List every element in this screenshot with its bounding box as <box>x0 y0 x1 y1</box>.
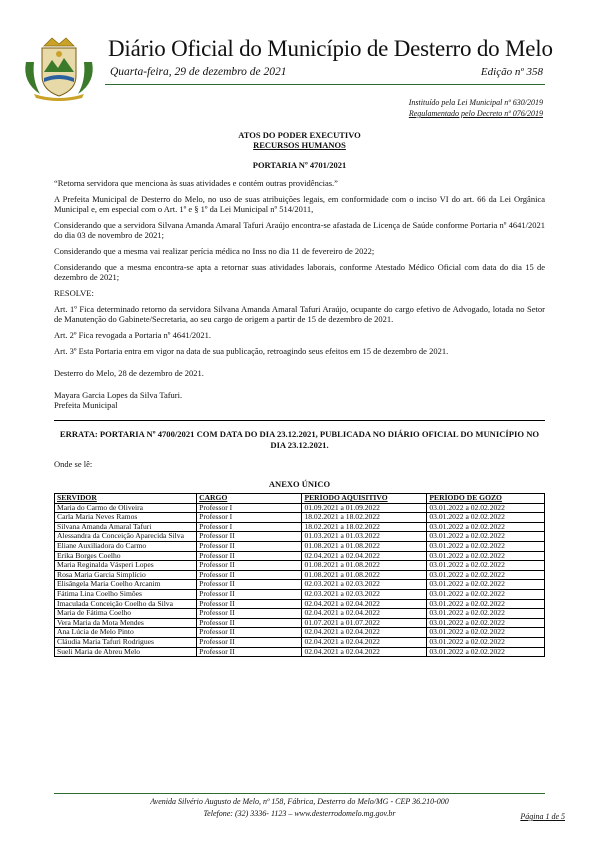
table-cell: 03.01.2022 a 02.02.2022 <box>427 580 545 590</box>
table-cell: Maria Reginalda Vásperi Lopes <box>55 561 197 571</box>
table-cell: 02.03.2021 a 02.03.2022 <box>302 589 427 599</box>
edition-date: Quarta-feira, 29 de dezembro de 2021 <box>110 66 287 78</box>
article-2: Art. 2º Fica revogada a Portaria nº 4641/2021. <box>54 330 212 340</box>
table-cell: 02.04.2021 a 02.04.2022 <box>302 609 427 619</box>
table-cell: 03.01.2022 a 02.02.2022 <box>427 618 545 628</box>
annex-title: ANEXO ÚNICO <box>268 479 331 489</box>
table-cell: Carla Maria Neves Ramos <box>55 513 197 523</box>
column-header: PERÍODO AQUISITIVO <box>302 494 427 504</box>
table-cell: Professor II <box>197 589 302 599</box>
municipal-crest-icon <box>20 32 98 102</box>
paragraph-2: Considerando que a servidora Silvana Amanda Amaral Tafuri Araújo encontra-se afastada de Licença de Saúde conforme Portaria nº 4641/2021 do dia 03 de novembro de 2021; <box>54 220 545 240</box>
table-row <box>55 628 545 638</box>
gazette-title: Diário Oficial do Município de Desterro do Melo <box>108 36 553 61</box>
table-cell: Professor II <box>197 609 302 619</box>
table-cell: 01.08.2021 a 01.08.2022 <box>302 570 427 580</box>
table-row <box>55 589 545 599</box>
table-cell: 01.08.2021 a 01.08.2022 <box>302 561 427 571</box>
table-cell: 03.01.2022 a 02.02.2022 <box>427 609 545 619</box>
table-cell: 02.04.2021 a 02.04.2022 <box>302 628 427 638</box>
table-cell: Professor II <box>197 532 302 542</box>
errata-title: ERRATA: PORTARIA Nº 4700/2021 COM DATA DO DIA 23.12.2021, PUBLICADA NO DIÁRIO OFICIAL DO MUNICÍPIO NO DIA 23.12.2021. <box>59 429 540 450</box>
table-cell: Ana Lúcia de Melo Pinto <box>55 628 197 638</box>
table-cell: Professor I <box>197 522 302 532</box>
header-divider <box>105 84 545 85</box>
document-body <box>54 130 545 657</box>
table-cell: 18.02.2021 a 18.02.2022 <box>302 522 427 532</box>
paragraph-3: Considerando que a mesma vai realizar perícia médica no Inss no dia 11 de fevereiro de 2022; <box>54 246 375 256</box>
table-cell: 03.01.2022 a 02.02.2022 <box>427 599 545 609</box>
institution-decree: Regulamentado pelo Decreto nº 076/2019 <box>408 109 543 118</box>
table-cell: 01.08.2021 a 01.08.2022 <box>302 541 427 551</box>
institution-law: Instituído pela Lei Municipal nº 630/2019 <box>408 98 543 107</box>
table-cell: Professor II <box>197 599 302 609</box>
vacation-table <box>54 493 545 657</box>
table-cell: Professor II <box>197 541 302 551</box>
table-cell: Professor II <box>197 580 302 590</box>
table-cell: Professor II <box>197 637 302 647</box>
table-cell: Maria de Fátima Coelho <box>55 609 197 619</box>
table-cell: Professor II <box>197 551 302 561</box>
table-cell: Professor II <box>197 618 302 628</box>
table-cell: Professor II <box>197 570 302 580</box>
table-cell: Eliane Auxiliadora do Carmo <box>55 541 197 551</box>
table-cell: 03.01.2022 a 02.02.2022 <box>427 570 545 580</box>
table-cell: 03.01.2022 a 02.02.2022 <box>427 589 545 599</box>
table-cell: Vera Maria da Mota Mendes <box>55 618 197 628</box>
ementa: “Retorna servidora que menciona às suas atividades e contém outras providências.” <box>54 178 338 188</box>
article-3: Art. 3º Esta Portaria entra em vigor na data de sua publicação, retroagindo seus efeitos em 15 de dezembro de 2021. <box>54 346 449 356</box>
table-cell: Silvana Amanda Amaral Tafuri <box>55 522 197 532</box>
table-row <box>55 513 545 523</box>
table-cell: Rosa Maria Garcia Simplício <box>55 570 197 580</box>
resolve-label: RESOLVE: <box>54 288 94 298</box>
table-row <box>55 561 545 571</box>
table-header-row <box>55 494 545 504</box>
table-cell: 01.07.2021 a 01.07.2022 <box>302 618 427 628</box>
table-row <box>55 637 545 647</box>
page-number: Página 1 de 5 <box>520 812 565 821</box>
table-cell: 03.01.2022 a 02.02.2022 <box>427 637 545 647</box>
paragraph-1: A Prefeita Municipal de Desterro do Melo, no uso de suas atribuições legais, em conformidade com o inciso VI do art. 66 da Lei Orgânica Municipal e, em especial com o Art. 1º e § 1º da Lei Municipal nº 514/2011, <box>54 194 545 214</box>
table-cell: 01.03.2021 a 01.03.2022 <box>302 532 427 542</box>
signer-role: Prefeita Municipal <box>54 400 118 410</box>
article-1: Art. 1º Fica determinado retorno da servidora Silvana Amanda Amaral Tafuri Araújo, ocupante do cargo efetivo de Advogado, lotada no Setor de Manutenção do Gabinete/Secretaria, ao seu cargo de origem a partir de 15 de dezembro de 2021. <box>54 304 545 324</box>
table-cell: 03.01.2022 a 02.02.2022 <box>427 503 545 513</box>
table-cell: Maria do Carmo de Oliveira <box>55 503 197 513</box>
table-cell: 03.01.2022 a 02.02.2022 <box>427 551 545 561</box>
footer-divider <box>54 793 545 794</box>
table-cell: Fátima Lina Coelho Simões <box>55 589 197 599</box>
column-header: PERÍODO DE GOZO <box>427 494 545 504</box>
table-cell: Professor II <box>197 561 302 571</box>
table-cell: Erika Borges Coelho <box>55 551 197 561</box>
signer-name: Mayara Garcia Lopes da Silva Tafuri. <box>54 390 183 400</box>
table-row <box>55 541 545 551</box>
footer <box>54 796 545 820</box>
institution-note <box>409 97 543 119</box>
table-cell: 02.04.2021 a 02.04.2022 <box>302 637 427 647</box>
errata-divider <box>54 420 545 421</box>
table-cell: 03.01.2022 a 02.02.2022 <box>427 532 545 542</box>
onde-se-le: Onde se lê: <box>54 459 93 469</box>
table-cell: Cláudia Maria Tafuri Rodrigues <box>55 637 197 647</box>
table-cell: Professor II <box>197 628 302 638</box>
table-cell: 01.09.2021 a 01.09.2022 <box>302 503 427 513</box>
table-cell: Professor I <box>197 513 302 523</box>
table-cell: 02.04.2021 a 02.04.2022 <box>302 551 427 561</box>
table-cell: 03.01.2022 a 02.02.2022 <box>427 647 545 657</box>
table-cell: 02.04.2021 a 02.04.2022 <box>302 647 427 657</box>
table-row <box>55 647 545 657</box>
table-cell: 03.01.2022 a 02.02.2022 <box>427 513 545 523</box>
section-subtitle: RECURSOS HUMANOS <box>253 140 346 150</box>
table-cell: Elisângela Maria Coelho Arcanim <box>55 580 197 590</box>
table-cell: Alessandra da Conceição Aparecida Silva <box>55 532 197 542</box>
section-title: ATOS DO PODER EXECUTIVO <box>238 130 361 140</box>
table-cell: Imaculada Conceição Coelho da Silva <box>55 599 197 609</box>
table-cell: 03.01.2022 a 02.02.2022 <box>427 541 545 551</box>
column-header: SERVIDOR <box>55 494 197 504</box>
footer-address: Avenida Silvério Augusto de Melo, nº 158, Fábrica, Desterro do Melo/MG - CEP 36.210-000 <box>150 797 449 806</box>
edition-number: Edição nº 358 <box>480 66 543 78</box>
table-cell: Professor II <box>197 647 302 657</box>
table-cell: 02.04.2021 a 02.04.2022 <box>302 599 427 609</box>
place-date: Desterro do Melo, 28 de dezembro de 2021. <box>54 368 204 378</box>
table-cell: 03.01.2022 a 02.02.2022 <box>427 522 545 532</box>
table-cell: Professor I <box>197 503 302 513</box>
table-cell: Sueli Maria de Abreu Melo <box>55 647 197 657</box>
column-header: CARGO <box>197 494 302 504</box>
paragraph-4: Considerando que a mesma encontra-se apta a retornar suas atividades laborais, conforme Atestado Médico Oficial com data do dia 15 de dezembro de 2021; <box>54 262 545 282</box>
table-cell: 03.01.2022 a 02.02.2022 <box>427 561 545 571</box>
table-row <box>55 609 545 619</box>
table-cell: 03.01.2022 a 02.02.2022 <box>427 628 545 638</box>
table-row <box>55 580 545 590</box>
table-cell: 02.03.2021 a 02.03.2022 <box>302 580 427 590</box>
portaria-title: PORTARIA Nº 4701/2021 <box>252 160 347 170</box>
footer-contact: Telefone: (32) 3336- 1123 – www.desterrodomelo.mg.gov.br <box>203 809 396 818</box>
table-cell: 18.02.2021 a 18.02.2022 <box>302 513 427 523</box>
